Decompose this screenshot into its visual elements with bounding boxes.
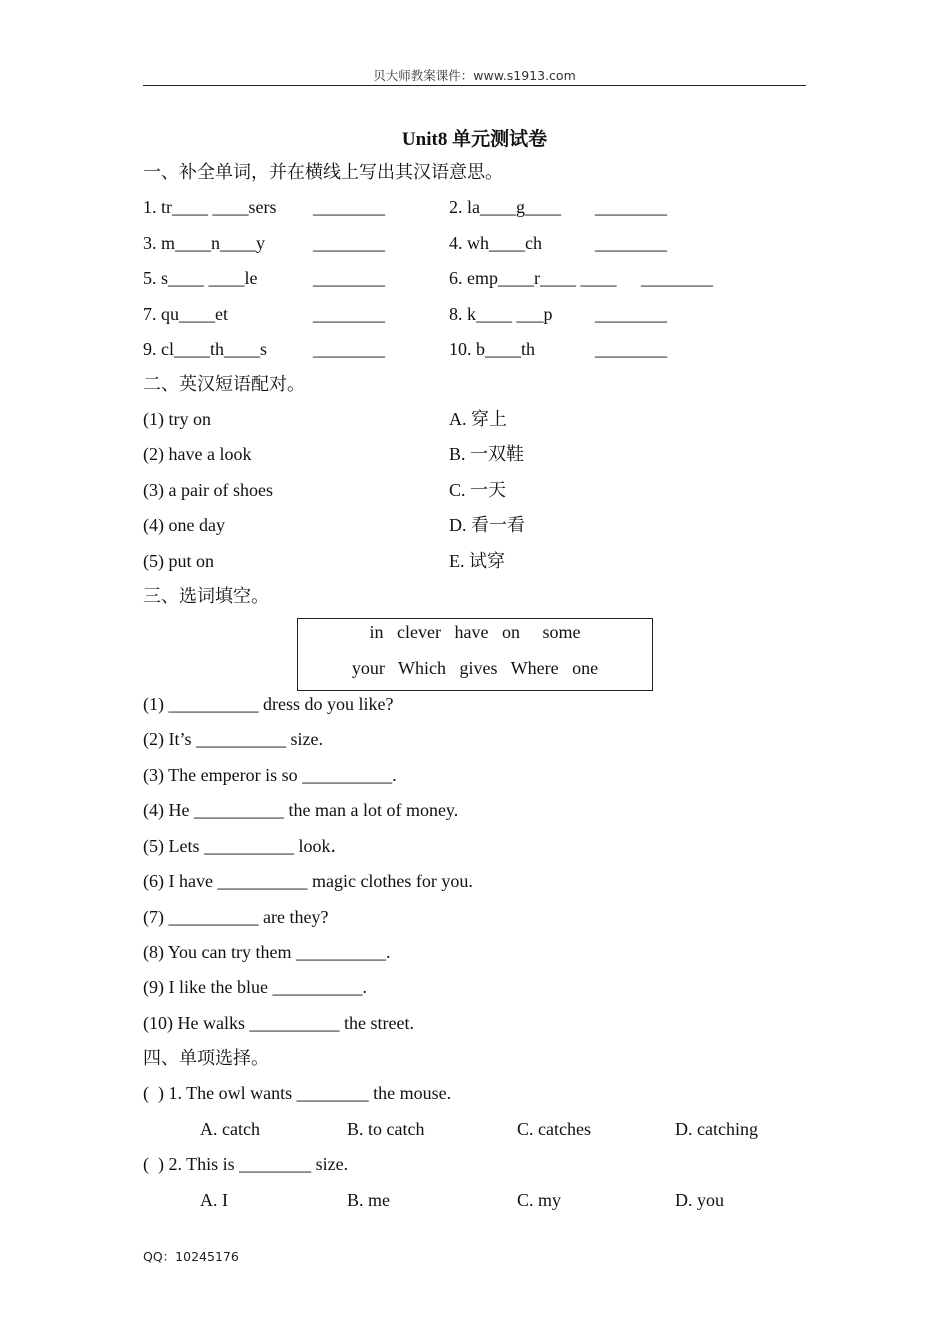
question-stem: ( ) 1. The owl wants ________ the mouse. <box>143 1083 452 1103</box>
question-stem: ( ) 2. This is ________ size. <box>143 1154 349 1174</box>
phrase-english: (2) have a look <box>143 444 252 464</box>
option-c: C. my <box>517 1190 562 1210</box>
meaning-blank: ________ <box>595 339 667 359</box>
phrase-english: (3) a pair of shoes <box>143 480 273 500</box>
meaning-blank: ________ <box>595 304 667 324</box>
meaning-blank: ________ <box>313 304 385 324</box>
fill-item: (5) Lets __________ look． <box>143 836 349 856</box>
phrase-chinese: C. 一天 <box>449 480 507 500</box>
fill-item: (1) __________ dress do you like? <box>143 694 394 714</box>
word-item: 6. emp____r____ ____ <box>449 268 617 288</box>
phrase-english: (1) try on <box>143 409 211 429</box>
header-divider <box>143 85 806 86</box>
phrase-chinese: D. 看一看 <box>449 515 525 535</box>
phrase-english: (5) put on <box>143 551 214 571</box>
page-header: 贝大师教案课件：www.s1913.com <box>373 68 576 83</box>
phrase-chinese: B. 一双鞋 <box>449 444 525 464</box>
option-a: A. I <box>200 1190 228 1210</box>
page-title: Unit8 单元测试卷 <box>401 129 548 150</box>
fill-item: (8) You can try them __________. <box>143 942 391 962</box>
fill-item: (4) He __________ the man a lot of money. <box>143 800 459 820</box>
option-b: B. to catch <box>347 1119 425 1139</box>
word-item: 3. m____n____y <box>143 233 266 253</box>
option-d: D. you <box>675 1190 724 1210</box>
word-item: 4. wh____ch <box>449 233 542 253</box>
section2-heading: 二、英汉短语配对。 <box>143 374 305 394</box>
fill-item: (7) __________ are they? <box>143 907 329 927</box>
word-bank-row: your Which gives Where one <box>351 658 599 678</box>
phrase-chinese: A. 穿上 <box>449 409 507 429</box>
phrase-english: (4) one day <box>143 515 225 535</box>
word-item: 8. k____ ___p <box>449 304 553 324</box>
word-item: 10. b____th <box>449 339 536 359</box>
fill-item: (3) The emperor is so __________. <box>143 765 397 785</box>
section4-heading: 四、单项选择。 <box>143 1048 269 1068</box>
word-item: 2. la____g____ <box>449 197 561 217</box>
option-b: B. me <box>347 1190 390 1210</box>
word-item: 9. cl____th____s <box>143 339 267 359</box>
word-bank-box <box>297 618 653 691</box>
word-item: 7. qu____et <box>143 304 228 324</box>
meaning-blank: ________ <box>313 233 385 253</box>
meaning-blank: ________ <box>313 268 385 288</box>
fill-item: (10) He walks __________ the street. <box>143 1013 414 1033</box>
meaning-blank: ________ <box>595 233 667 253</box>
section1-heading: 一、补全单词，并在横线上写出其汉语意思。 <box>143 162 503 182</box>
option-a: A. catch <box>200 1119 260 1139</box>
option-d: D. catching <box>675 1119 758 1139</box>
meaning-blank: ________ <box>641 268 713 288</box>
meaning-blank: ________ <box>595 197 667 217</box>
fill-item: (6) I have __________ magic clothes for you. <box>143 871 473 891</box>
meaning-blank: ________ <box>313 197 385 217</box>
phrase-chinese: E. 试穿 <box>449 551 505 571</box>
option-c: C. catches <box>517 1119 591 1139</box>
fill-item: (2) It’s __________ size. <box>143 729 323 749</box>
meaning-blank: ________ <box>313 339 385 359</box>
word-item: 5. s____ ____le <box>143 268 258 288</box>
page-footer: QQ：10245176 <box>143 1249 239 1264</box>
word-bank-row: in clever have on some <box>369 622 581 642</box>
word-item: 1. tr____ ____sers <box>143 197 277 217</box>
section3-heading: 三、选词填空。 <box>143 586 269 606</box>
fill-item: (9) I like the blue __________. <box>143 977 367 997</box>
